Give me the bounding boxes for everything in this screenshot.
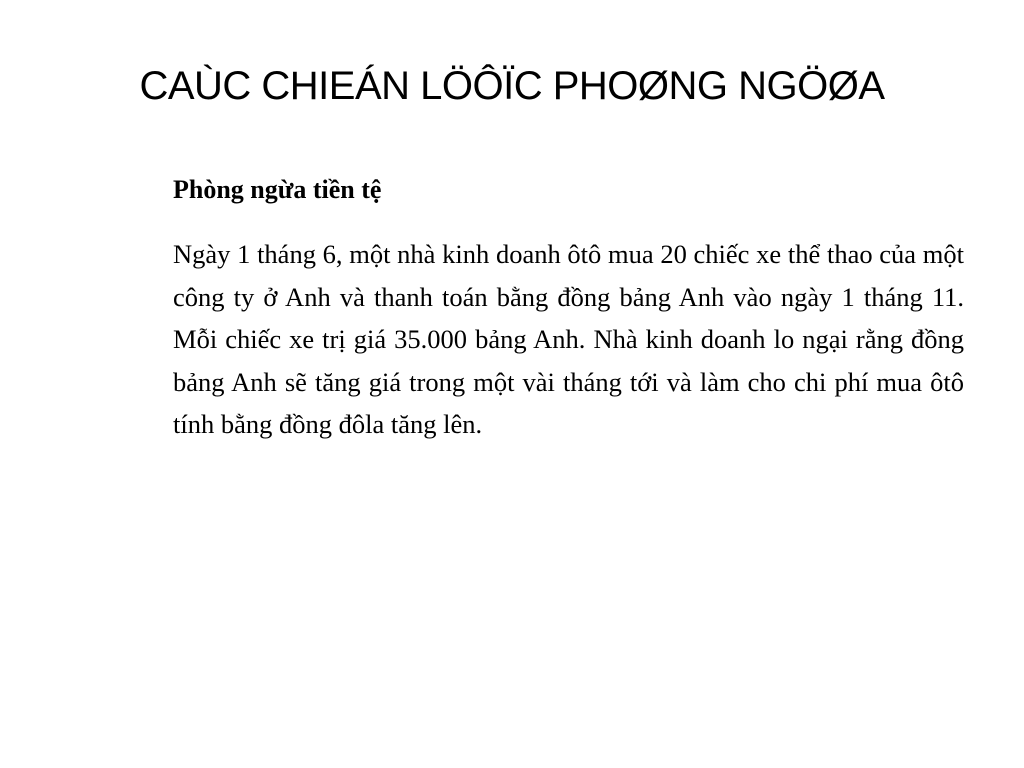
- slide-body: [173, 172, 964, 446]
- body-paragraph: Ngày 1 tháng 6, một nhà kinh doanh ôtô mua 20 chiếc xe thể thao của một công ty ở Anh và thanh toán bằng đồng bảng Anh vào ngày 1 tháng 11. Mỗi chiếc xe trị giá 35.000 bảng Anh. Nhà kinh doanh lo ngại rằng đồng bảng Anh sẽ tăng giá trong một vài tháng tới và làm cho chi phí mua ôtô tính bằng đồng đôla tăng lên.: [173, 239, 964, 440]
- slide-title: CAÙC CHIEÁN LÖÔÏC PHOØNG NGÖØA: [139, 64, 885, 108]
- section-heading: Phòng ngừa tiền tệ: [173, 175, 382, 204]
